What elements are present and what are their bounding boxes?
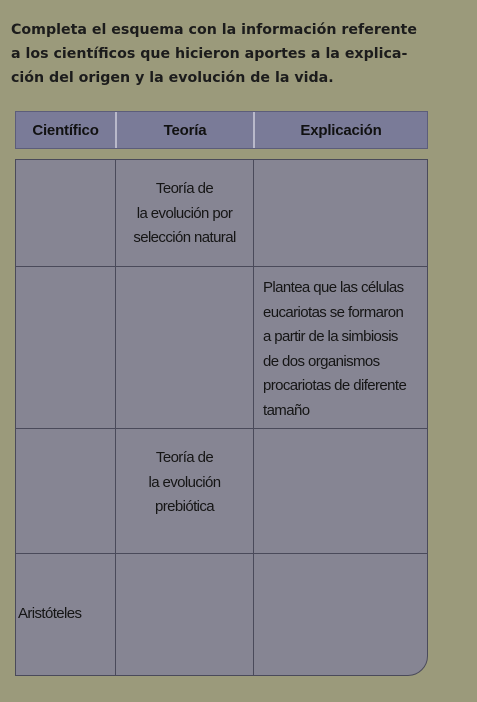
teoria-cell: Teoría de la evolución por selección natural — [115, 160, 253, 266]
explicacion-cell: Plantea que las células eucariotas se formaron a partir de la simbiosis de dos organismos procariotas de diferente tamaño — [253, 267, 427, 428]
explicacion-cell[interactable] — [253, 554, 427, 675]
cientifico-cell: Aristóteles — [18, 605, 82, 623]
header-explicacion: Explicación — [253, 112, 427, 148]
instruction-line: a los científicos que hicieron aportes a la explica- — [11, 46, 408, 62]
table-header — [15, 111, 428, 149]
table-row — [16, 160, 427, 267]
instruction-line: Completa el esquema con la información referente — [11, 22, 417, 38]
explicacion-cell[interactable] — [253, 429, 427, 553]
instruction-line: ción del origen y la evolución de la vida. — [11, 70, 334, 86]
teoria-cell[interactable] — [115, 267, 253, 428]
cientifico-cell[interactable] — [16, 429, 115, 553]
explicacion-cell[interactable] — [253, 160, 427, 266]
header-teoria: Teoría — [115, 112, 253, 148]
teoria-cell: Teoría de la evolución prebiótica — [115, 429, 253, 553]
scheme-table — [15, 159, 428, 676]
table-row — [16, 429, 427, 554]
table-row — [16, 267, 427, 429]
instruction-text — [11, 18, 473, 90]
cientifico-cell[interactable] — [16, 267, 115, 428]
cientifico-cell[interactable] — [16, 160, 115, 266]
table-row — [16, 554, 427, 675]
teoria-cell[interactable] — [115, 554, 253, 675]
header-cientifico: Científico — [32, 121, 99, 139]
